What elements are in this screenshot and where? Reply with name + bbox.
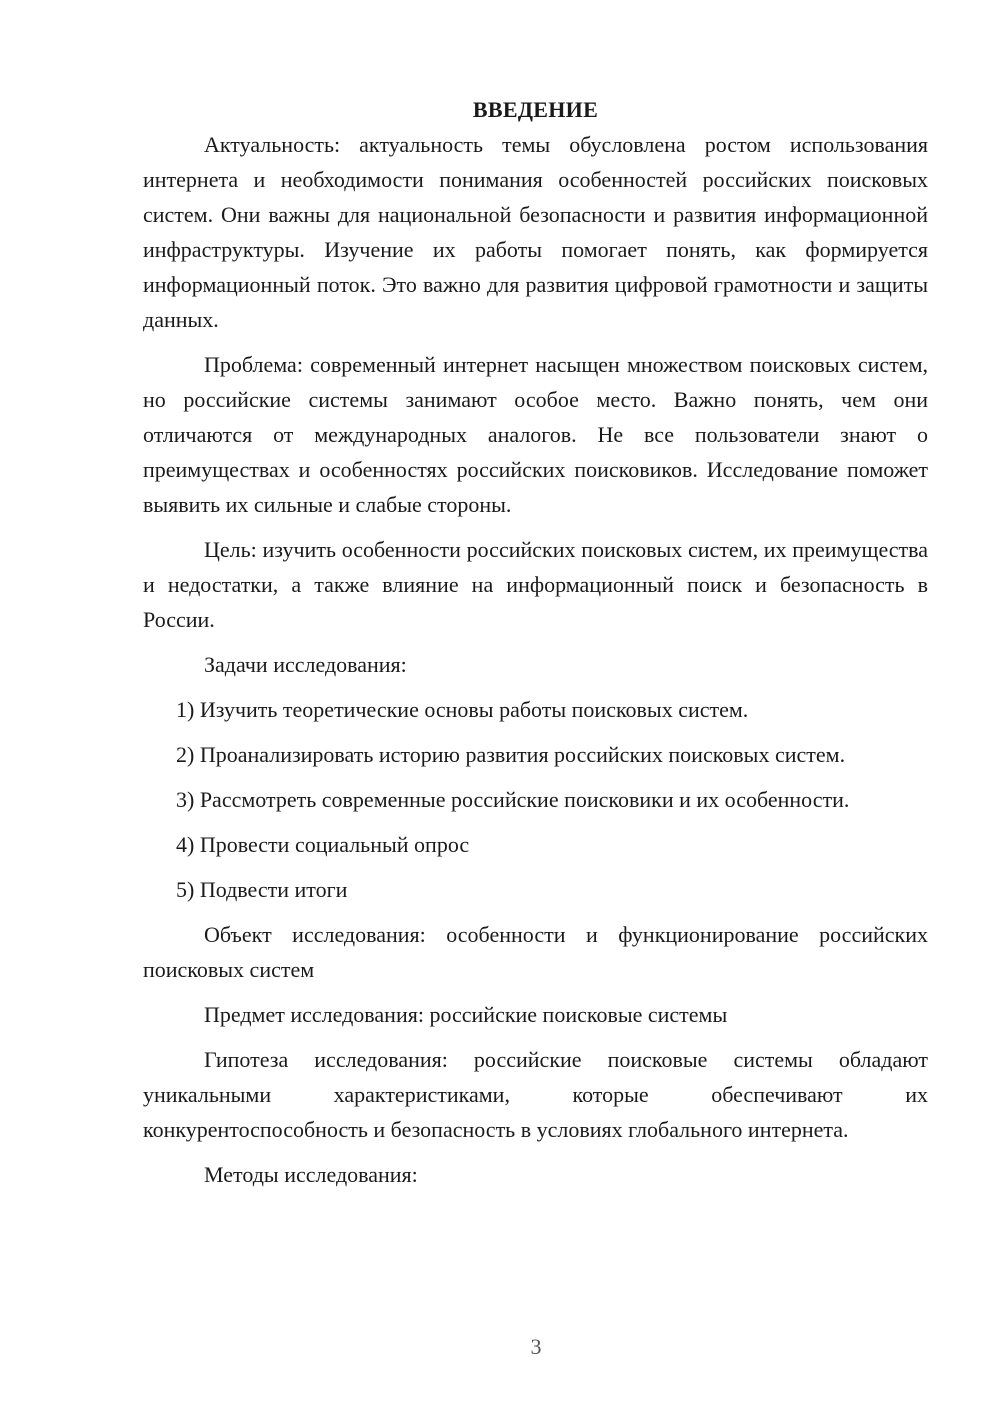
problem-paragraph: Проблема: современный интернет насыщен множеством поисковых систем, но российские системы занимают особое место. Важно понять, чем они отличаются от международных аналогов. Не все пользователи знают о преимуществах и особенностях российских поисковиков. Исследование поможет выявить их сильные и слабые стороны. [143, 352, 928, 517]
subject-paragraph: Предмет исследования: российские поисковые системы [204, 1002, 728, 1027]
task-item-5: 5) Подвести итоги [176, 877, 348, 902]
tasks-heading: Задачи исследования: [204, 652, 407, 677]
task-item-3: 3) Рассмотреть современные российские поисковики и их особенности. [176, 787, 850, 812]
methods-heading: Методы исследования: [204, 1162, 418, 1187]
page-number: 3 [530, 1334, 542, 1359]
task-item-1: 1) Изучить теоретические основы работы поисковых систем. [176, 697, 749, 722]
relevance-paragraph: Актуальность: актуальность темы обусловлена ростом использования интернета и необходимости понимания особенностей российских поисковых систем. Они важны для национальной безопасности и развития информационной инфраструктуры. Изучение их работы помогает понять, как формируется информационный поток. Это важно для развития цифровой грамотности и защиты данных. [143, 132, 928, 332]
page-title: ВВЕДЕНИЕ [472, 97, 599, 122]
object-paragraph: Объект исследования: особенности и функционирование российских поисковых систем [143, 922, 928, 982]
task-item-2: 2) Проанализировать историю развития российских поисковых систем. [176, 742, 846, 767]
document-page [143, 94, 928, 1202]
goal-paragraph: Цель: изучить особенности российских поисковых систем, их преимущества и недостатки, а также влияние на информационный поиск и безопасность в России. [143, 537, 928, 632]
task-item-4: 4) Провести социальный опрос [176, 832, 470, 857]
hypothesis-paragraph: Гипотеза исследования: российские поисковые системы обладают уникальными характеристиками, которые обеспечивают их конкурентоспособность и безопасность в условиях глобального интернета. [143, 1047, 928, 1142]
